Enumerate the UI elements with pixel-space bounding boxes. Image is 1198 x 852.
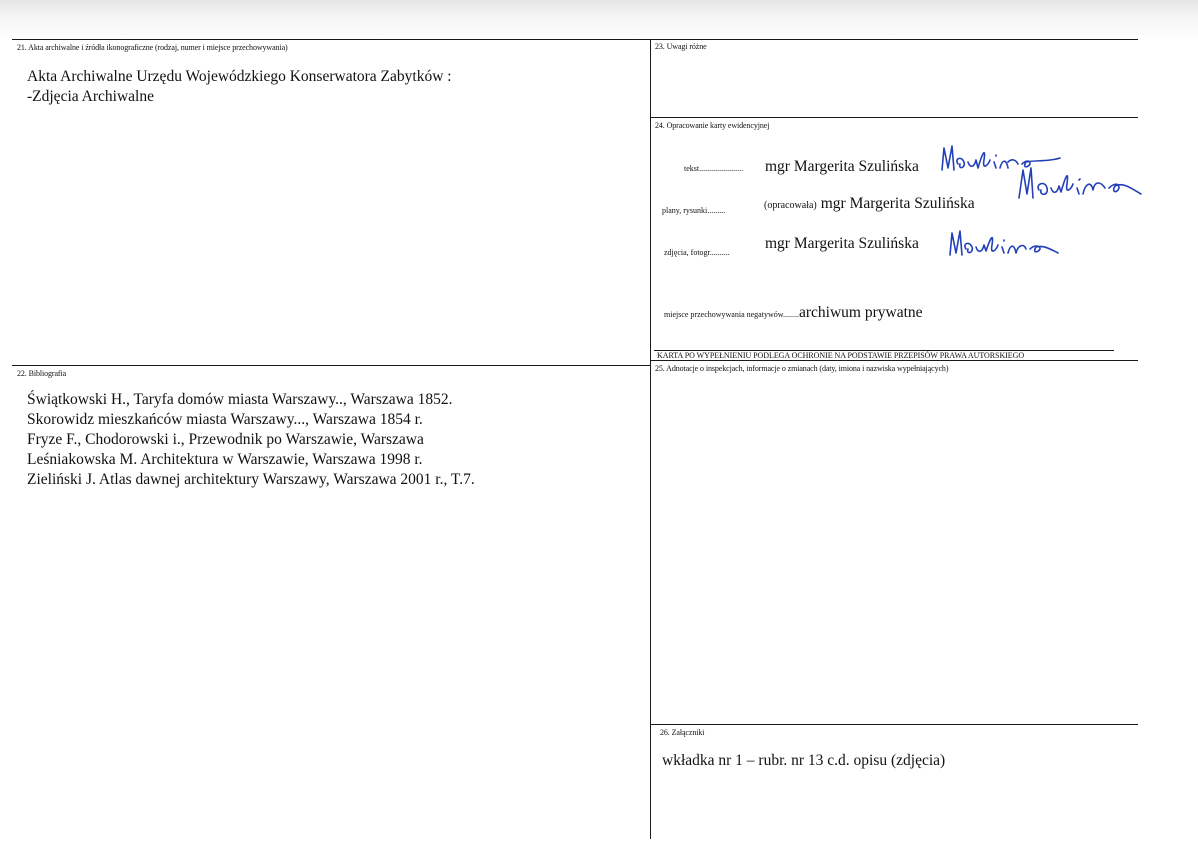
miejsce-row bbox=[664, 304, 923, 322]
tekst-label: tekst...................... bbox=[684, 164, 744, 173]
scan-shadow bbox=[0, 0, 1198, 40]
miejsce-label: miejsce przechowywania negatywów........ bbox=[664, 310, 799, 319]
copyright-notice: KARTA PO WYPEŁNIENIU PODLEGA OCHRONIE NA PODSTAWIE PRZEPISÓW PRAWA AUTORSKIEGO bbox=[657, 351, 1025, 360]
section-25-label: 25. Adnotacje o inspekcjach, informacje o zmianach (daty, imiona i nazwiska wypełniających) bbox=[655, 364, 949, 373]
center-divider bbox=[650, 39, 651, 839]
zdjecia-label: zdjęcia, fotogr.......... bbox=[664, 248, 730, 257]
plany-author-row bbox=[764, 195, 975, 213]
bibliography-entry: Skorowidz mieszkańców miasta Warszawy..., Warszawa 1854 r. bbox=[27, 411, 423, 428]
bibliography-entry: Świątkowski H., Taryfa domów miasta Warszawy.., Warszawa 1852. bbox=[27, 391, 453, 408]
tekst-author-row bbox=[765, 158, 919, 176]
signature-3 bbox=[946, 223, 1061, 263]
bibliography-entry: Zieliński J. Atlas dawnej architektury Warszawy, Warszawa 2001 r., T.7. bbox=[27, 471, 475, 488]
section-21-line: Akta Archiwalne Urzędu Wojewódzkiego Konserwatora Zabytków : bbox=[27, 68, 452, 85]
attachment-entry: wkładka nr 1 – rubr. nr 13 c.d. opisu (zdjęcia) bbox=[662, 752, 946, 769]
plany-label: plany, rysunki......... bbox=[662, 206, 726, 215]
tekst-row bbox=[684, 158, 743, 176]
rule-s21-s22 bbox=[12, 365, 650, 366]
plany-author: mgr Margerita Szulińska bbox=[820, 195, 975, 212]
section-21-label: 21. Akta archiwalne i źródła ikonograficzne (rodzaj, numer i miejsce przechowywania) bbox=[17, 43, 288, 52]
rule-s25-s26 bbox=[650, 724, 1138, 725]
signature-2 bbox=[1015, 160, 1145, 208]
top-rule bbox=[12, 39, 1138, 40]
bibliography-entry: Fryze F., Chodorowski i., Przewodnik po Warszawie, Warszawa bbox=[27, 431, 424, 448]
tekst-author: mgr Margerita Szulińska bbox=[765, 158, 919, 175]
section-26-label: 26. Załączniki bbox=[660, 728, 705, 737]
section-24-label: 24. Opracowanie karty ewidencyjnej bbox=[655, 121, 770, 130]
zdjecia-row bbox=[664, 242, 730, 260]
bibliography-entry: Leśniakowska M. Architektura w Warszawie, Warszawa 1998 r. bbox=[27, 451, 423, 468]
plany-prefix: (opracowała) bbox=[764, 200, 817, 211]
miejsce-value: archiwum prywatne bbox=[799, 304, 923, 321]
section-23-label: 23. Uwagi różne bbox=[655, 42, 707, 51]
section-22-label: 22. Bibliografia bbox=[17, 369, 67, 378]
plany-row bbox=[662, 200, 725, 218]
zdjecia-author-row bbox=[765, 235, 919, 253]
section-21-line: -Zdjęcia Archiwalne bbox=[27, 88, 154, 105]
zdjecia-author: mgr Margerita Szulińska bbox=[765, 235, 919, 252]
rule-s23-s24 bbox=[650, 117, 1138, 118]
